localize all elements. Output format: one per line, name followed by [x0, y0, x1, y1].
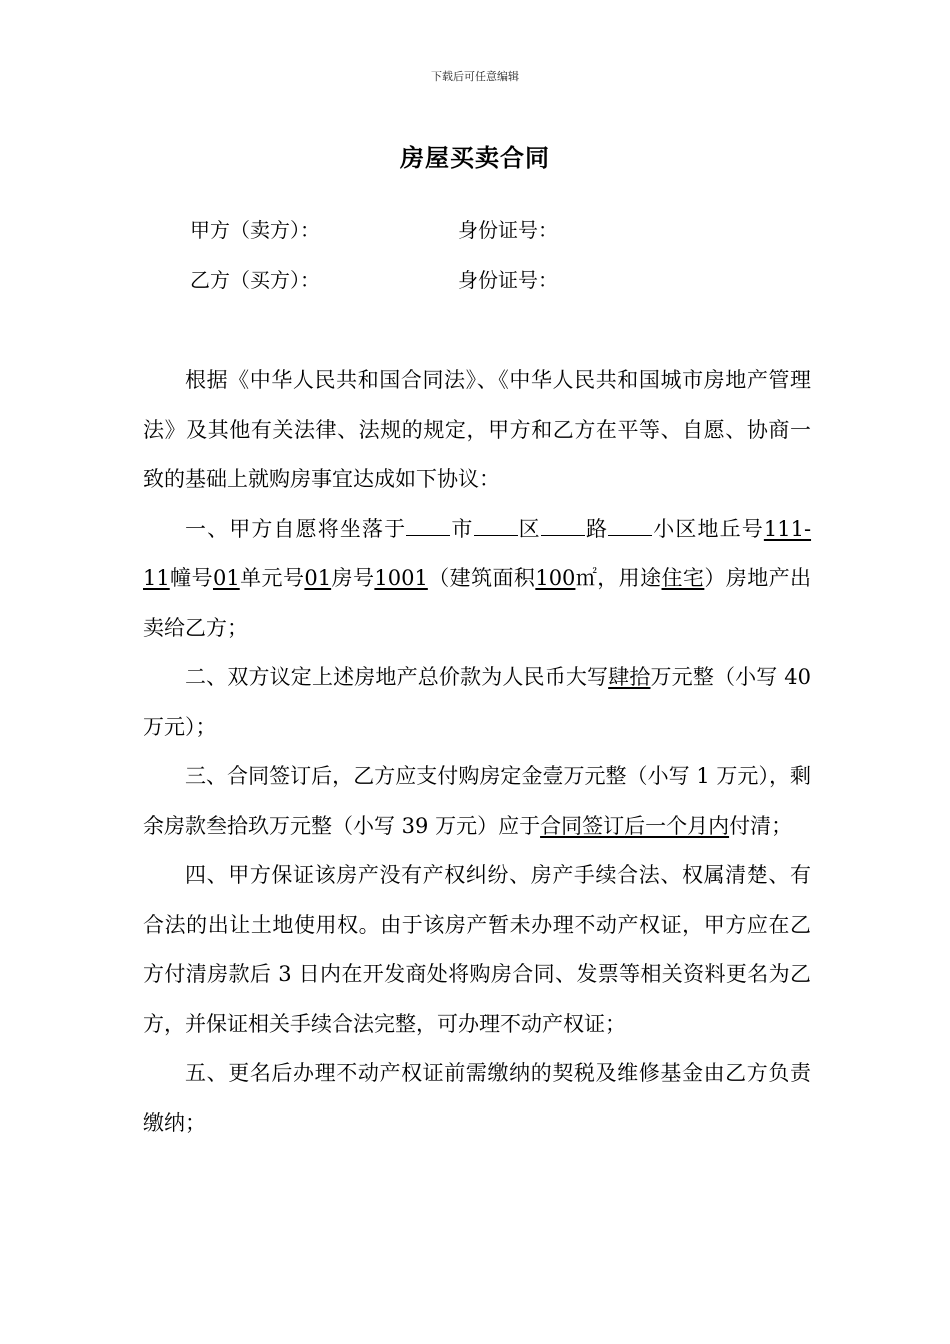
buyer-row [190, 264, 558, 293]
district-label: 区 [517, 516, 541, 541]
city-blank [406, 515, 450, 536]
clause-2 [143, 653, 811, 752]
building-label: 幢号 [169, 566, 213, 590]
building-number: 01 [212, 566, 240, 590]
area-value: 100 [535, 566, 576, 590]
district-blank [474, 515, 518, 536]
plot-number: 111-11 [143, 516, 812, 590]
city-label: 市 [450, 516, 474, 541]
buyer-label: 乙方（买方）： [190, 268, 320, 292]
contract-title: 房屋买卖合同 [400, 143, 550, 172]
contract-body [143, 356, 811, 1148]
clause-3-suffix: 付清； [729, 813, 793, 838]
clause-1 [143, 505, 811, 654]
intro-paragraph: 根据《中华人民共和国合同法》、《中华人民共和国城市房地产管理法》及其他有关法律、法规的规定，甲方和乙方在平等、自愿、协商一致的基础上就购房事宜达成如下协议： [143, 368, 811, 491]
clause-4: 四、甲方保证该房产没有产权纠纷、房产手续合法、权属清楚、有合法的出让土地使用权。由于该房产暂未办理不动产权证，甲方应在乙方付清房款后 3 日内在开发商处将购房合同、发票等相关资料更名为乙方，并保证相关手续合法完整，可办理不动产权证； [143, 863, 811, 1036]
amount-upper: 肆拾 [608, 665, 651, 689]
plot-blank [608, 515, 652, 536]
clause-3-prefix: 三、合同签订后，乙方应支付购房定金壹万元整（小写 1 万元），剩余房款叁拾玖万元整（小写 39 万元）应于 [143, 764, 811, 838]
clause-3 [143, 752, 811, 851]
unit-label: 单元号 [239, 566, 305, 590]
road-label: 路 [584, 516, 609, 541]
area-unit: ㎡，用途 [575, 566, 662, 590]
seller-label: 甲方（卖方）： [190, 218, 320, 242]
road-blank [541, 515, 585, 536]
header-note: 下载后可任意编辑 [431, 70, 519, 83]
room-label: 房号 [331, 566, 375, 590]
clause-2-suffix: 万元整（小写 40 万元）； [143, 665, 812, 739]
clause-1-prefix: 一、甲方自愿将坐落于 [185, 516, 407, 541]
area-label: （建筑面积 [427, 566, 536, 590]
room-number: 1001 [374, 566, 428, 590]
clause-5: 五、更名后办理不动产权证前需缴纳的契税及维修基金由乙方负责缴纳； [143, 1061, 811, 1135]
plot-label: 小区地丘号 [652, 516, 764, 541]
usage-value: 住宅 [661, 566, 705, 590]
unit-number: 01 [304, 566, 332, 590]
clause-2-prefix: 二、双方议定上述房地产总价款为人民币大写 [185, 665, 609, 689]
seller-id-label: 身份证号： [458, 218, 558, 242]
seller-row [190, 214, 558, 243]
payment-deadline: 合同签订后一个月内 [540, 813, 730, 838]
buyer-id-label: 身份证号： [458, 268, 558, 292]
clause-1-suffix: ）房地产出卖给乙方； [143, 566, 812, 640]
